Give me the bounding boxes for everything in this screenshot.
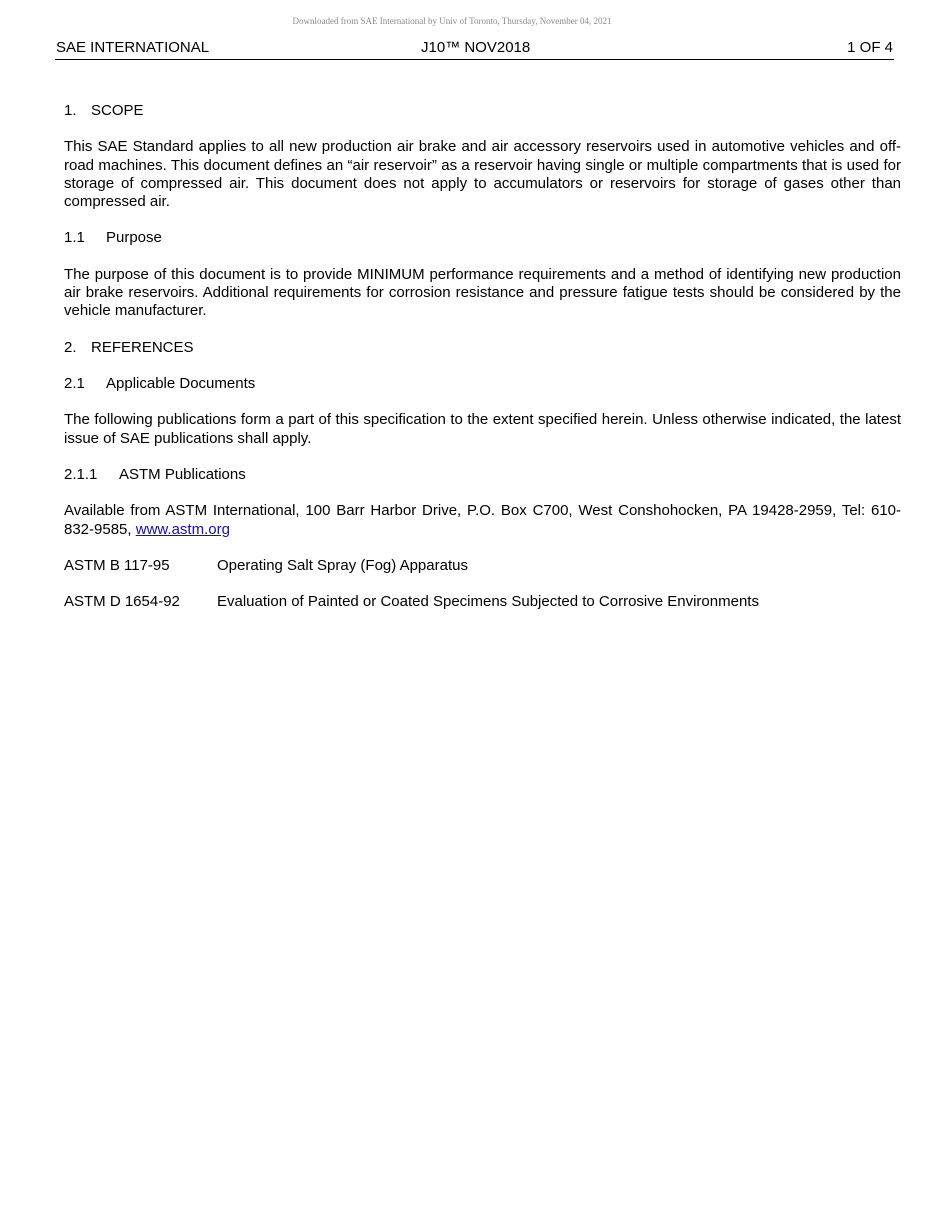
section-number: 2.1: [64, 374, 85, 392]
astm-address-text: Available from ASTM International, 100 Barr Harbor Drive, P.O. Box C700, West Conshohocken, PA 19428-2959, Tel: 610-832-9585,: [64, 502, 901, 538]
running-header: [55, 38, 894, 60]
section-number: 1.1: [64, 229, 85, 247]
section-heading-references: [64, 339, 901, 357]
reference-code: ASTM D 1654-92: [64, 593, 180, 611]
download-watermark: Downloaded from SAE International by Univ of Toronto, Thursday, November 04, 2021: [292, 16, 612, 26]
header-document-id: J10™ NOV2018: [421, 39, 531, 56]
section-number: 2.1.1: [64, 465, 98, 483]
section-title: ASTM Publications: [119, 465, 246, 483]
scope-paragraph: This SAE Standard applies to all new production air brake and air accessory reservoirs used in automotive vehicles and off-road machines. This document defines an “air reservoir” as a reservoir having single or multiple compartments that is used for storage of compressed air. This document does not apply to accumulators or reservoirs for storage of gases other than compressed air.: [64, 138, 901, 210]
section-number: 1.: [64, 102, 77, 119]
section-title: Applicable Documents: [106, 374, 256, 392]
reference-title: Operating Salt Spray (Fog) Apparatus: [217, 556, 468, 574]
applicable-documents-paragraph: The following publications form a part of this specification to the extent specified herein. Unless otherwise indicated, the latest issue of SAE publications shall apply.: [64, 411, 901, 447]
header-page-number: 1 OF 4: [847, 39, 893, 56]
reference-code: ASTM B 117-95: [64, 556, 170, 574]
astm-availability-paragraph: [64, 502, 901, 538]
astm-website-link[interactable]: www.astm.org: [135, 520, 230, 538]
section-title: SCOPE: [91, 102, 144, 119]
section-heading-applicable-documents: [64, 375, 901, 393]
section-title: REFERENCES: [91, 338, 194, 356]
header-publisher: SAE INTERNATIONAL: [56, 39, 210, 56]
section-number: 2.: [64, 338, 77, 356]
document-body: [64, 102, 901, 630]
section-heading-astm-publications: [64, 466, 901, 484]
section-heading-scope: [64, 102, 901, 120]
section-heading-purpose: [64, 229, 901, 247]
purpose-paragraph: The purpose of this document is to provide MINIMUM performance requirements and a method of identifying new production air brake reservoirs. Additional requirements for corrosion resistance and pressure fatigue tests should be considered by the vehicle manufacturer.: [64, 265, 901, 320]
reference-title: Evaluation of Painted or Coated Specimens Subjected to Corrosive Environments: [217, 593, 759, 611]
reference-entry: [64, 557, 901, 575]
section-title: Purpose: [106, 229, 162, 247]
reference-entry: [64, 593, 901, 611]
